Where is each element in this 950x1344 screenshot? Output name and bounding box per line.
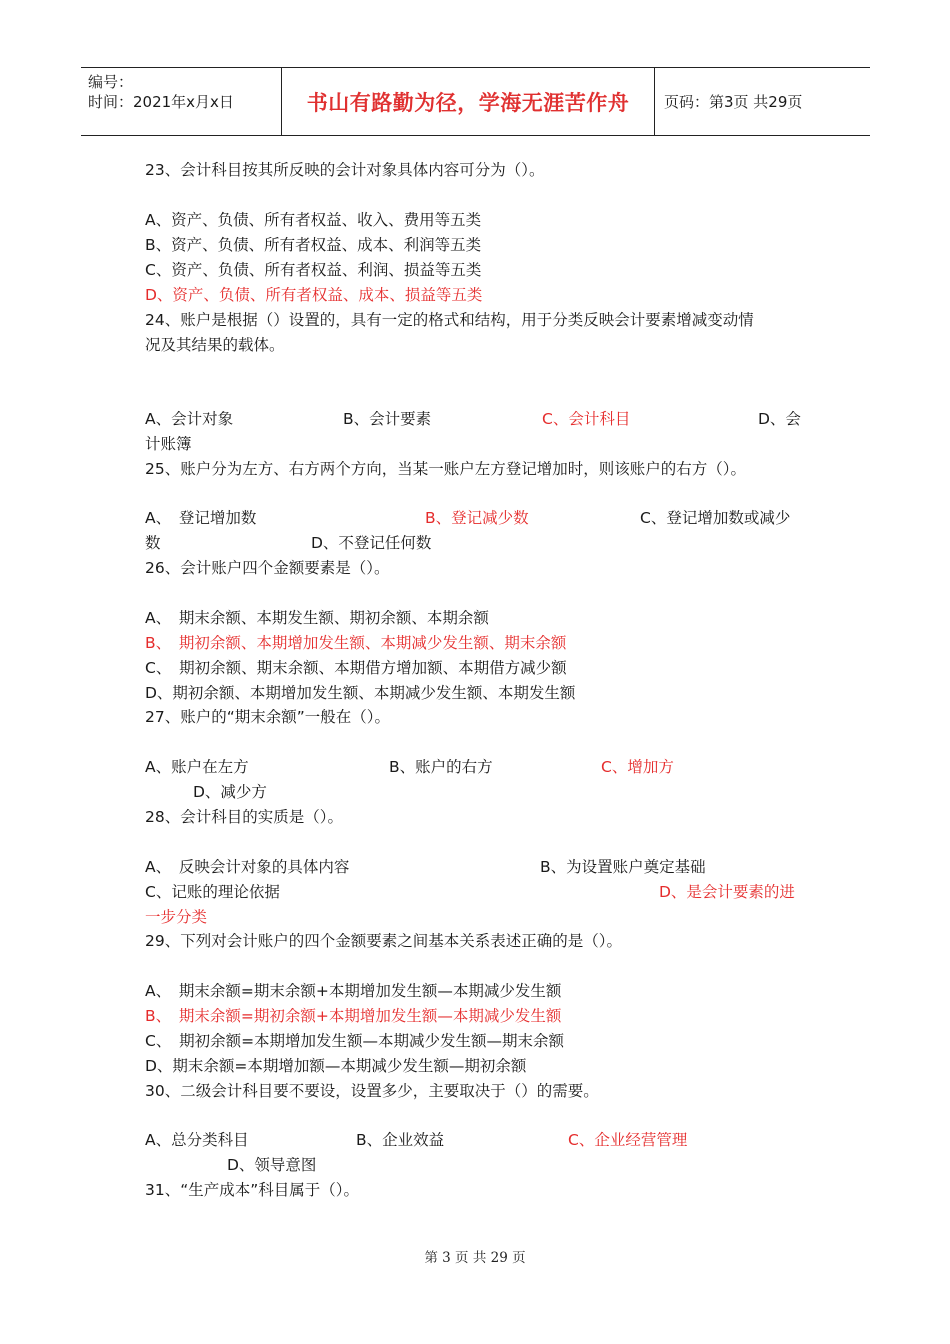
- option-line: C、资产、负债、所有者权益、利润、损益等五类: [145, 261, 482, 279]
- answer-line: C、会计科目: [542, 410, 631, 428]
- option-line: B、资产、负债、所有者权益、成本、利润等五类: [145, 236, 482, 254]
- option-line: A、 登记增加数: [145, 509, 257, 527]
- question-line: 31、“生产成本”科目属于（）。: [145, 1181, 360, 1199]
- answer-line: B、登记减少数: [425, 509, 529, 527]
- option-line: D、不登记任何数: [311, 534, 432, 552]
- option-line: C、 期初余额、期末余额、本期借方增加额、本期借方减少额: [145, 659, 567, 677]
- option-line: B、账户的右方: [389, 758, 493, 776]
- option-line: 数: [145, 534, 161, 552]
- option-line: B、企业效益: [356, 1131, 445, 1149]
- question-line: 28、会计科目的实质是（）。: [145, 808, 343, 826]
- question-line: 况及其结果的载体。: [145, 336, 285, 354]
- option-line: A、 反映会计对象的具体内容: [145, 858, 350, 876]
- option-line: A、资产、负债、所有者权益、收入、费用等五类: [145, 211, 482, 229]
- option-line: A、账户在左方: [145, 758, 249, 776]
- option-line: B、为设置账户奠定基础: [540, 858, 706, 876]
- question-line: 29、下列对会计账户的四个金额要素之间基本关系表述正确的是（）。: [145, 932, 622, 950]
- answer-line: B、 期初余额、本期增加发生额、本期减少发生额、期末余额: [145, 634, 567, 652]
- header-page-number: 页码：第3页 共29页: [664, 93, 803, 111]
- header-meta: [81, 68, 282, 135]
- page-header: [81, 67, 870, 136]
- question-line: 30、二级会计科目要不要设，设置多少，主要取决于（）的需要。: [145, 1082, 599, 1100]
- option-line: D、会: [758, 410, 801, 428]
- option-line: D、期末余额=本期增加额—本期减少发生额—期初余额: [145, 1057, 527, 1075]
- option-line: A、 期末余额、本期发生额、期初余额、本期余额: [145, 609, 489, 627]
- question-line: 23、会计科目按其所反映的会计对象具体内容可分为（）。: [145, 161, 545, 179]
- option-line: C、记账的理论依据: [145, 883, 280, 901]
- document-date: 时间：2021年x月x日: [88, 93, 234, 111]
- option-line: B、会计要素: [343, 410, 432, 428]
- option-line: A、 期末余额=期末余额+本期增加发生额—本期减少发生额: [145, 982, 562, 1000]
- answer-line: 一步分类: [145, 908, 208, 926]
- option-line: A、总分类科目: [145, 1131, 249, 1149]
- answer-line: D、资产、负债、所有者权益、成本、损益等五类: [145, 286, 483, 304]
- option-line: D、期初余额、本期增加发生额、本期减少发生额、本期发生额: [145, 684, 576, 702]
- answer-line: B、 期末余额=期初余额+本期增加发生额—本期减少发生额: [145, 1007, 562, 1025]
- option-line: D、减少方: [193, 783, 267, 801]
- document-number: 编号：: [88, 73, 134, 91]
- option-line: C、 期初余额=本期增加发生额—本期减少发生额—期末余额: [145, 1032, 565, 1050]
- answer-line: D、是会计要素的进: [659, 883, 795, 901]
- option-line: A、会计对象: [145, 410, 234, 428]
- question-line: 24、账户是根据（）设置的，具有一定的格式和结构，用于分类反映会计要素增减变动情: [145, 311, 754, 329]
- question-line: 25、账户分为左方、右方两个方向，当某一账户左方登记增加时，则该账户的右方（）。: [145, 460, 746, 478]
- answer-line: C、企业经营管理: [568, 1131, 688, 1149]
- option-line: 计账簿: [145, 435, 192, 453]
- option-line: C、登记增加数或减少: [640, 509, 791, 527]
- page-footer: 第 3 页 共 29 页: [424, 1250, 526, 1266]
- question-line: 27、账户的“期末余额”一般在（）。: [145, 708, 391, 726]
- answer-line: C、增加方: [601, 758, 674, 776]
- header-motto: 书山有路勤为径，学海无涯苦作舟: [282, 68, 655, 135]
- question-line: 26、会计账户四个金额要素是（）。: [145, 559, 390, 577]
- option-line: D、领导意图: [227, 1156, 317, 1174]
